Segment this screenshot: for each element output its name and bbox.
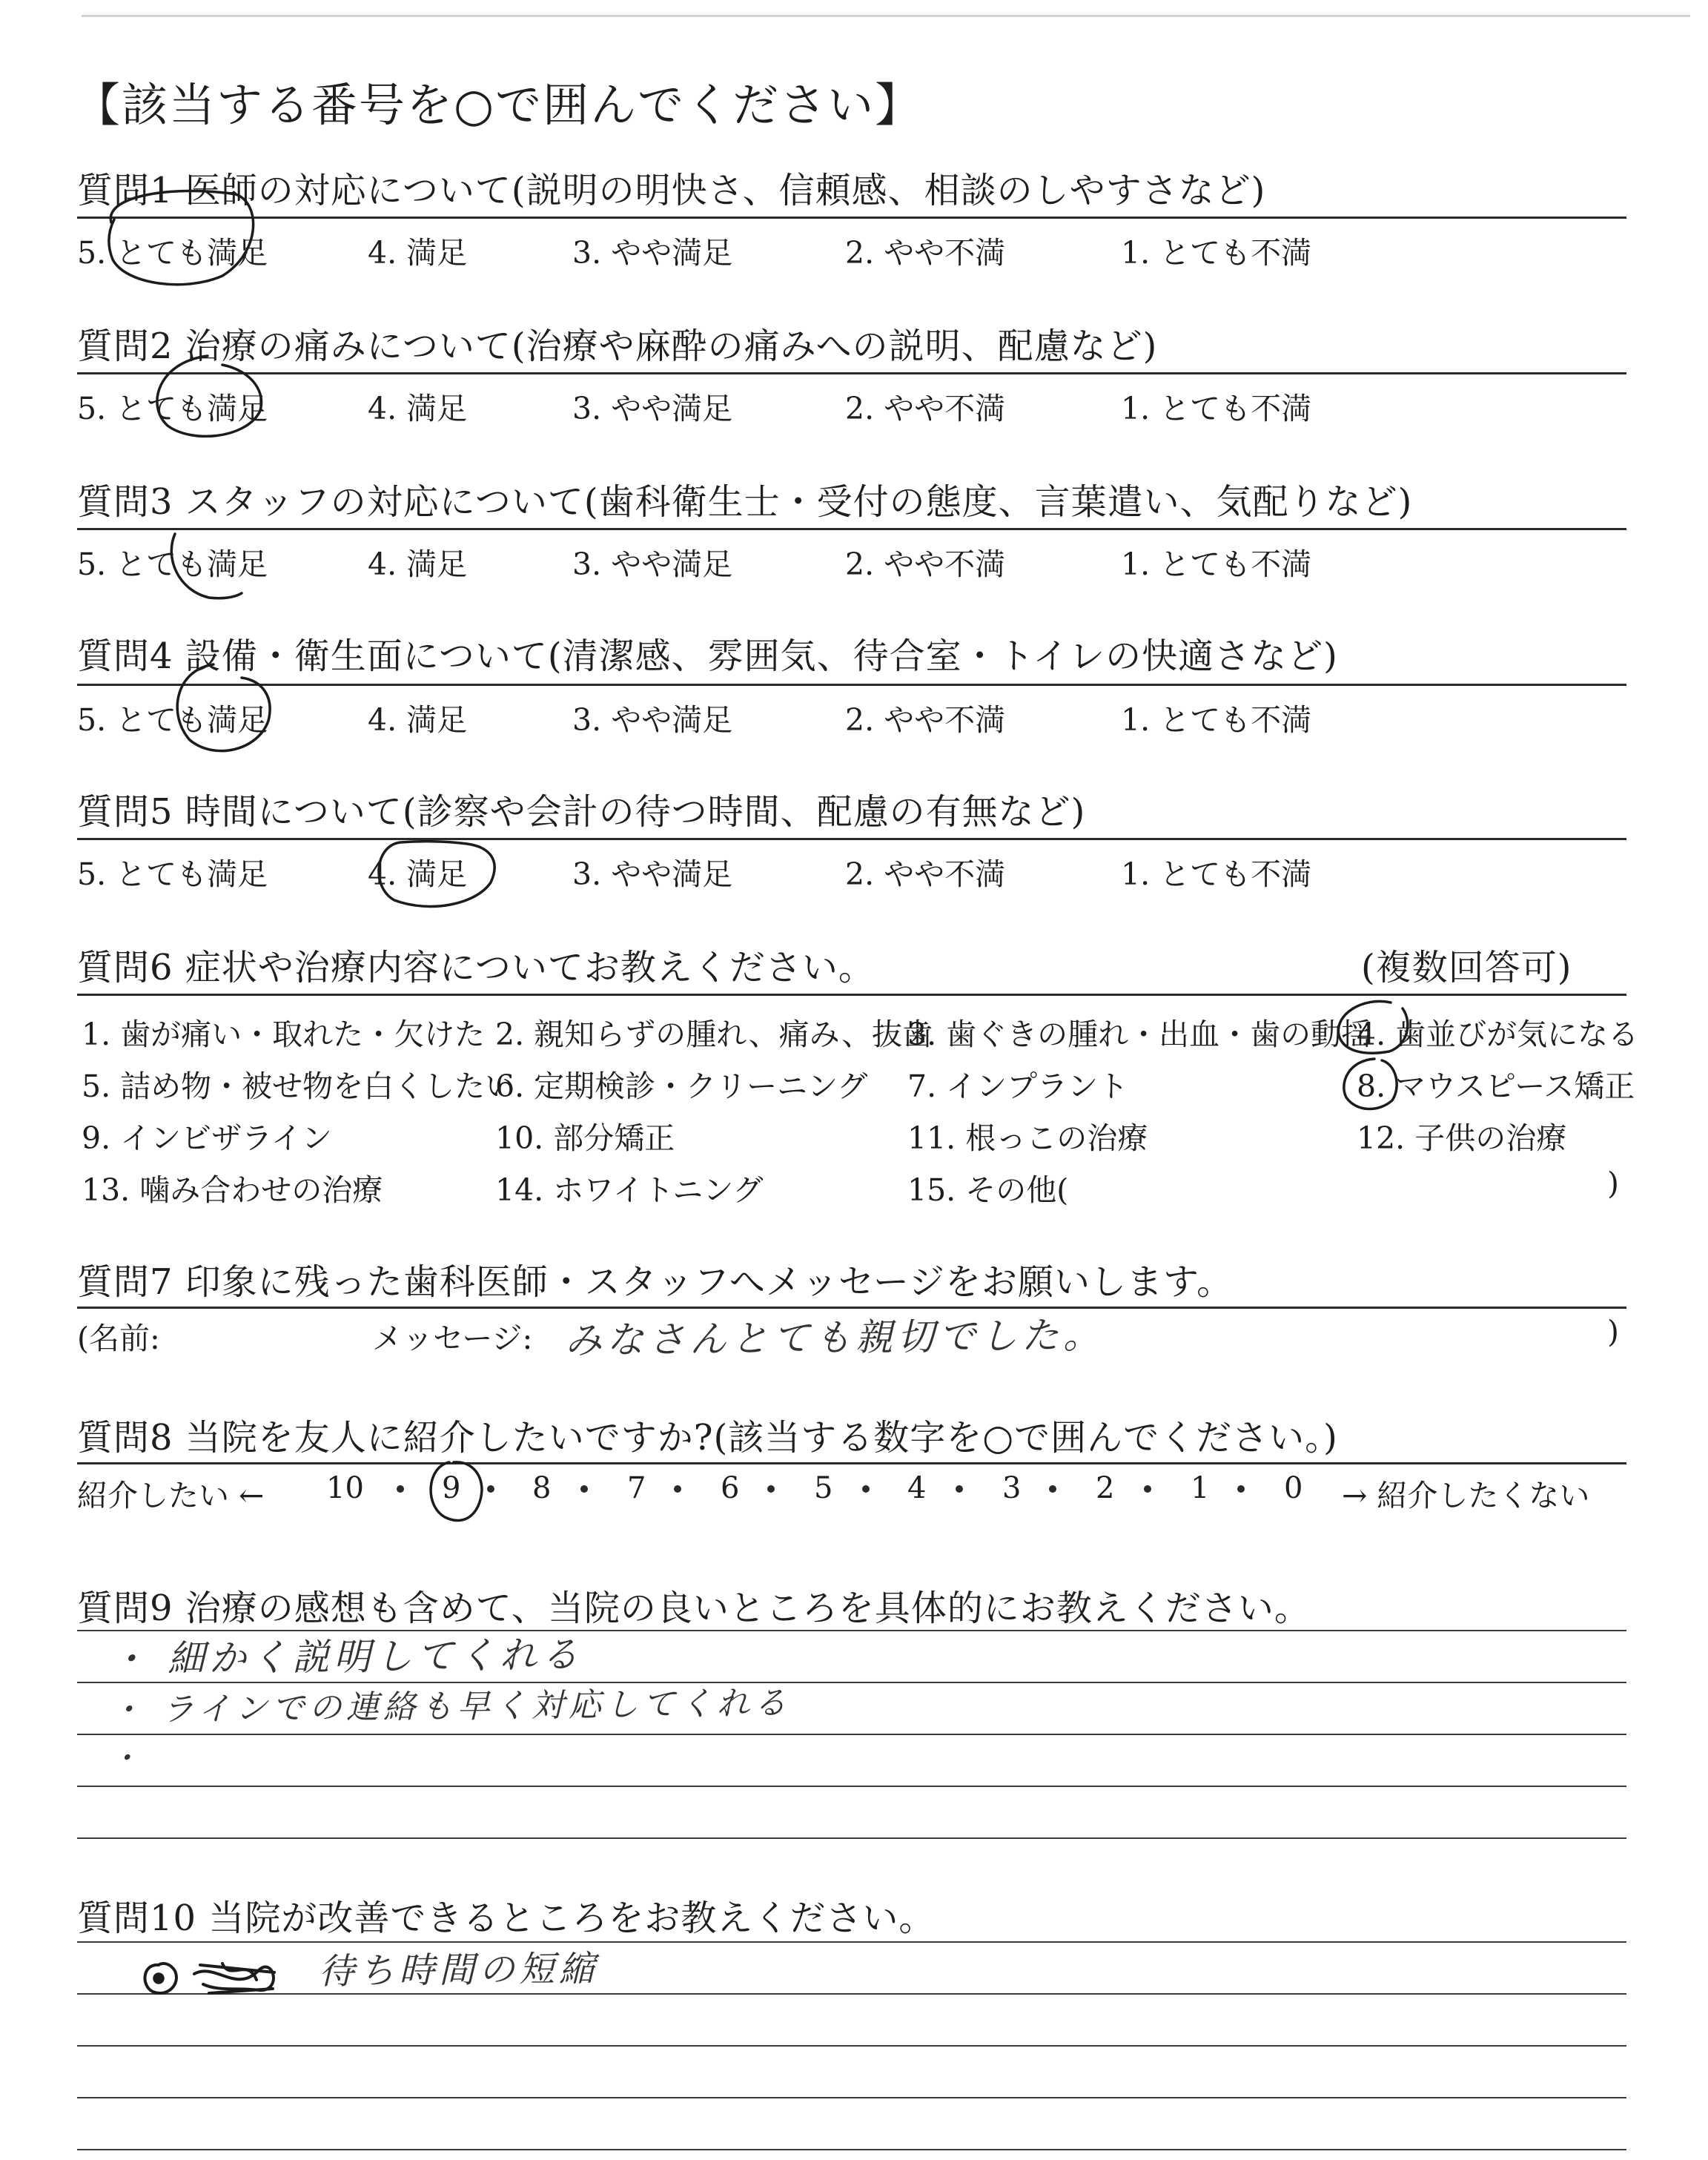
- q4-option-4[interactable]: 4. 満足: [368, 702, 468, 738]
- q6-item-4[interactable]: 4. 歯並びが気になる: [1357, 1017, 1639, 1052]
- q8-scale-3[interactable]: 3: [1002, 1471, 1022, 1505]
- q5-selection-circle: [379, 842, 494, 907]
- page-title: 【該当する番号を○で囲んでください】: [74, 78, 923, 132]
- q7-message-handwritten[interactable]: みなさんとても親切でした。: [564, 1313, 1105, 1362]
- q6-item-1[interactable]: 1. 歯が痛い・取れた・欠けた: [82, 1017, 486, 1052]
- q8-scale-2[interactable]: 2: [1096, 1471, 1115, 1505]
- q5-option-2[interactable]: 2. やや不満: [845, 856, 1006, 892]
- q6-item-3[interactable]: 3. 歯ぐきの腫れ・出血・歯の動揺: [907, 1017, 1372, 1052]
- q1-option-1[interactable]: 1. とても不満: [1121, 235, 1312, 271]
- q6-item-12[interactable]: 12. 子供の治療: [1357, 1120, 1567, 1156]
- q3-selection-mark: [171, 534, 242, 598]
- q7-close-paren: ): [1607, 1314, 1619, 1350]
- q8-right-label: → 紹介したくない: [1342, 1478, 1590, 1513]
- q10-bullet-dot: [154, 1974, 163, 1983]
- q2-selection-circle: [157, 356, 262, 436]
- q6-item-6[interactable]: 6. 定期検診・クリーニング: [495, 1069, 868, 1104]
- q6-item4-selection-circle: [1338, 1001, 1408, 1053]
- q8-scale-4[interactable]: 4: [907, 1471, 927, 1505]
- q8-scale-0[interactable]: 0: [1284, 1471, 1303, 1505]
- q6-title: 質問6 症状や治療内容についてお教えください。: [77, 947, 875, 988]
- q6-item-5[interactable]: 5. 詰め物・被せ物を白くしたい: [82, 1069, 516, 1104]
- q3-option-4[interactable]: 4. 満足: [368, 546, 468, 582]
- q6-item-9[interactable]: 9. インビザライン: [82, 1120, 332, 1156]
- q1-option-5[interactable]: 5. とても満足: [77, 235, 268, 271]
- q6-item-14[interactable]: 14. ホワイトニング: [495, 1172, 764, 1208]
- q10-title: 質問10 当院が改善できるところをお教えください。: [77, 1898, 936, 1939]
- q4-selection-circle: [177, 664, 270, 751]
- q6-item-11[interactable]: 11. 根っこの治療: [907, 1120, 1148, 1156]
- q6-item-15[interactable]: 15. その他(: [907, 1172, 1069, 1208]
- q2-option-5[interactable]: 5. とても満足: [77, 391, 268, 426]
- q2-title: 質問2 治療の痛みについて(治療や麻酔の痛みへの説明、配慮など): [77, 326, 1158, 367]
- q3-option-3[interactable]: 3. やや満足: [572, 546, 733, 582]
- q3-title: 質問3 スタッフの対応について(歯科衛生士・受付の態度、言葉遣い、気配りなど): [77, 481, 1413, 523]
- q5-title: 質問5 時間について(診察や会計の待つ時間、配慮の有無など): [77, 791, 1086, 833]
- q6-item-2[interactable]: 2. 親知らずの腫れ、痛み、抜歯: [495, 1017, 933, 1052]
- q8-title: 質問8 当院を友人に紹介したいですか?(該当する数字を○で囲んでください。): [77, 1417, 1338, 1459]
- q1-option-4[interactable]: 4. 満足: [368, 235, 468, 271]
- q9-answer-3-handwritten[interactable]: ・: [109, 1741, 145, 1776]
- q6-item-8[interactable]: 8. マウスピース矯正: [1357, 1069, 1635, 1104]
- q8-left-label: 紹介したい ←: [77, 1478, 265, 1513]
- q6-multi-answer-note: (複数回答可): [1361, 947, 1572, 988]
- q4-option-1[interactable]: 1. とても不満: [1121, 702, 1312, 738]
- q5-option-5[interactable]: 5. とても満足: [77, 856, 268, 892]
- q3-option-2[interactable]: 2. やや不満: [845, 546, 1006, 582]
- q8-scale-1[interactable]: 1: [1191, 1471, 1210, 1505]
- q4-option-5[interactable]: 5. とても満足: [77, 702, 268, 738]
- q4-option-3[interactable]: 3. やや満足: [572, 702, 733, 738]
- q8-scale-6[interactable]: 6: [721, 1471, 740, 1505]
- q2-option-4[interactable]: 4. 満足: [368, 391, 468, 426]
- q2-option-2[interactable]: 2. やや不満: [845, 391, 1006, 426]
- q5-option-4[interactable]: 4. 満足: [368, 856, 468, 892]
- q8-scale-9[interactable]: 9: [442, 1471, 461, 1505]
- q6-item-13[interactable]: 13. 噛み合わせの治療: [82, 1172, 383, 1208]
- q7-name-label: (名前:: [77, 1321, 160, 1356]
- q8-scale-10[interactable]: 10: [326, 1471, 364, 1505]
- q4-title: 質問4 設備・衛生面について(清潔感、雰囲気、待合室・トイレの快適さなど): [77, 635, 1338, 677]
- q6-item8-selection-circle: [1344, 1059, 1397, 1109]
- q9-title: 質問9 治療の感想も含めて、当院の良いところを具体的にお教えください。: [77, 1588, 1311, 1629]
- q5-option-1[interactable]: 1. とても不満: [1121, 856, 1312, 892]
- q8-scale-5[interactable]: 5: [814, 1471, 833, 1505]
- q6-item-15-close: ): [1607, 1166, 1619, 1201]
- q5-option-3[interactable]: 3. やや満足: [572, 856, 733, 892]
- q1-option-2[interactable]: 2. やや不満: [845, 235, 1006, 271]
- q8-selection-circle: [431, 1462, 482, 1521]
- q8-scale-8[interactable]: 8: [532, 1471, 552, 1505]
- q6-item-10[interactable]: 10. 部分矯正: [495, 1120, 675, 1156]
- q9-answer-2-handwritten[interactable]: ・ ラインでの連絡も早く対応してくれる: [109, 1684, 791, 1729]
- q9-answer-1-handwritten[interactable]: ・ 細かく説明してくれる: [109, 1633, 583, 1681]
- q10-crossed-out-scribble: [194, 1964, 274, 1993]
- q7-title: 質問7 印象に残った歯科医師・スタッフへメッセージをお願いします。: [77, 1261, 1234, 1303]
- q10-answer-1-handwritten[interactable]: 待ち時間の短縮: [318, 1948, 600, 1992]
- q3-option-5[interactable]: 5. とても満足: [77, 546, 268, 582]
- q7-message-label: メッセージ:: [372, 1321, 533, 1356]
- q1-title: 質問1 医師の対応について(説明の明快さ、信頼感、相談のしやすさなど): [77, 170, 1266, 211]
- q1-option-3[interactable]: 3. やや満足: [572, 235, 733, 271]
- q8-scale-7[interactable]: 7: [627, 1471, 646, 1505]
- q2-option-3[interactable]: 3. やや満足: [572, 391, 733, 426]
- q2-option-1[interactable]: 1. とても不満: [1121, 391, 1312, 426]
- q6-item-7[interactable]: 7. インプラント: [907, 1069, 1129, 1104]
- q4-option-2[interactable]: 2. やや不満: [845, 702, 1006, 738]
- q1-selection-circle: [109, 191, 254, 285]
- q3-option-1[interactable]: 1. とても不満: [1121, 546, 1312, 582]
